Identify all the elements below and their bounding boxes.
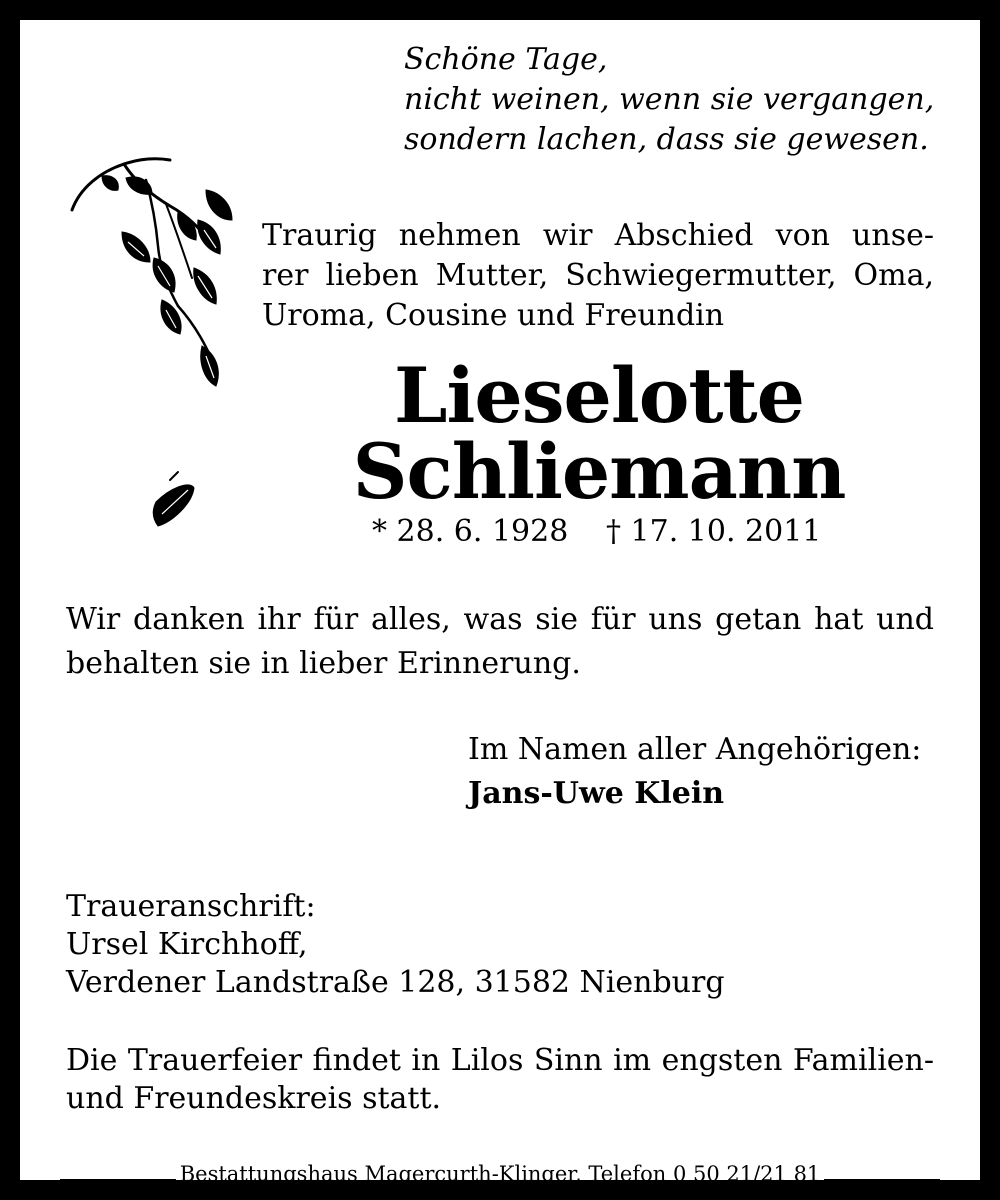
ceremony-note	[66, 1042, 934, 1118]
footer-rule-left	[60, 1179, 176, 1182]
first-name: Lieselotte	[394, 351, 804, 440]
deceased-name	[300, 351, 898, 516]
birch-branch-icon	[66, 150, 246, 550]
death-date: † 17. 10. 2011	[606, 514, 822, 549]
motto-line: Schöne Tage,	[404, 42, 608, 77]
footer-rule-right	[824, 1179, 940, 1182]
ceremony-line: Die Trauerfeier findet in Lilos Sinn im engsten Familien-	[66, 1043, 934, 1078]
address-street: Verdener Landstraße 128, 31582 Nienburg	[66, 965, 725, 1000]
address-heading: Traueranschrift:	[66, 889, 316, 924]
intro-line: rer lieben Mutter, Schwiegermutter, Oma,	[262, 258, 934, 293]
motto-line: nicht weinen, wenn sie vergangen,	[404, 82, 935, 117]
intro-line: Uroma, Cousine und Freundin	[262, 298, 725, 333]
mourning-address	[66, 888, 725, 1002]
birth-date: * 28. 6. 1928	[372, 514, 569, 549]
signer-name: Jans-Uwe Klein	[468, 776, 725, 811]
funeral-home-footer	[60, 1156, 940, 1186]
address-name: Ursel Kirchhoff,	[66, 927, 308, 962]
ceremony-line: und Freundeskreis statt.	[66, 1081, 442, 1116]
motto-verse	[404, 40, 934, 160]
thanks-paragraph	[66, 598, 934, 686]
signoff	[468, 728, 921, 816]
signoff-text: Im Namen aller Angehörigen:	[468, 732, 922, 767]
funeral-home-contact: Bestattungshaus Magercurth-Klinger, Telefon 0 50 21/21 81	[179, 1162, 821, 1186]
thanks-line: behalten sie in lieber Erinnerung.	[66, 646, 581, 681]
farewell-intro	[262, 216, 934, 336]
last-name: Schliemann	[352, 427, 846, 516]
motto-line: sondern lachen, dass sie gewesen.	[404, 122, 929, 157]
intro-line: Traurig nehmen wir Abschied von unse-	[262, 218, 934, 253]
thanks-line: Wir danken ihr für alles, was sie für uns getan hat und	[66, 602, 934, 637]
